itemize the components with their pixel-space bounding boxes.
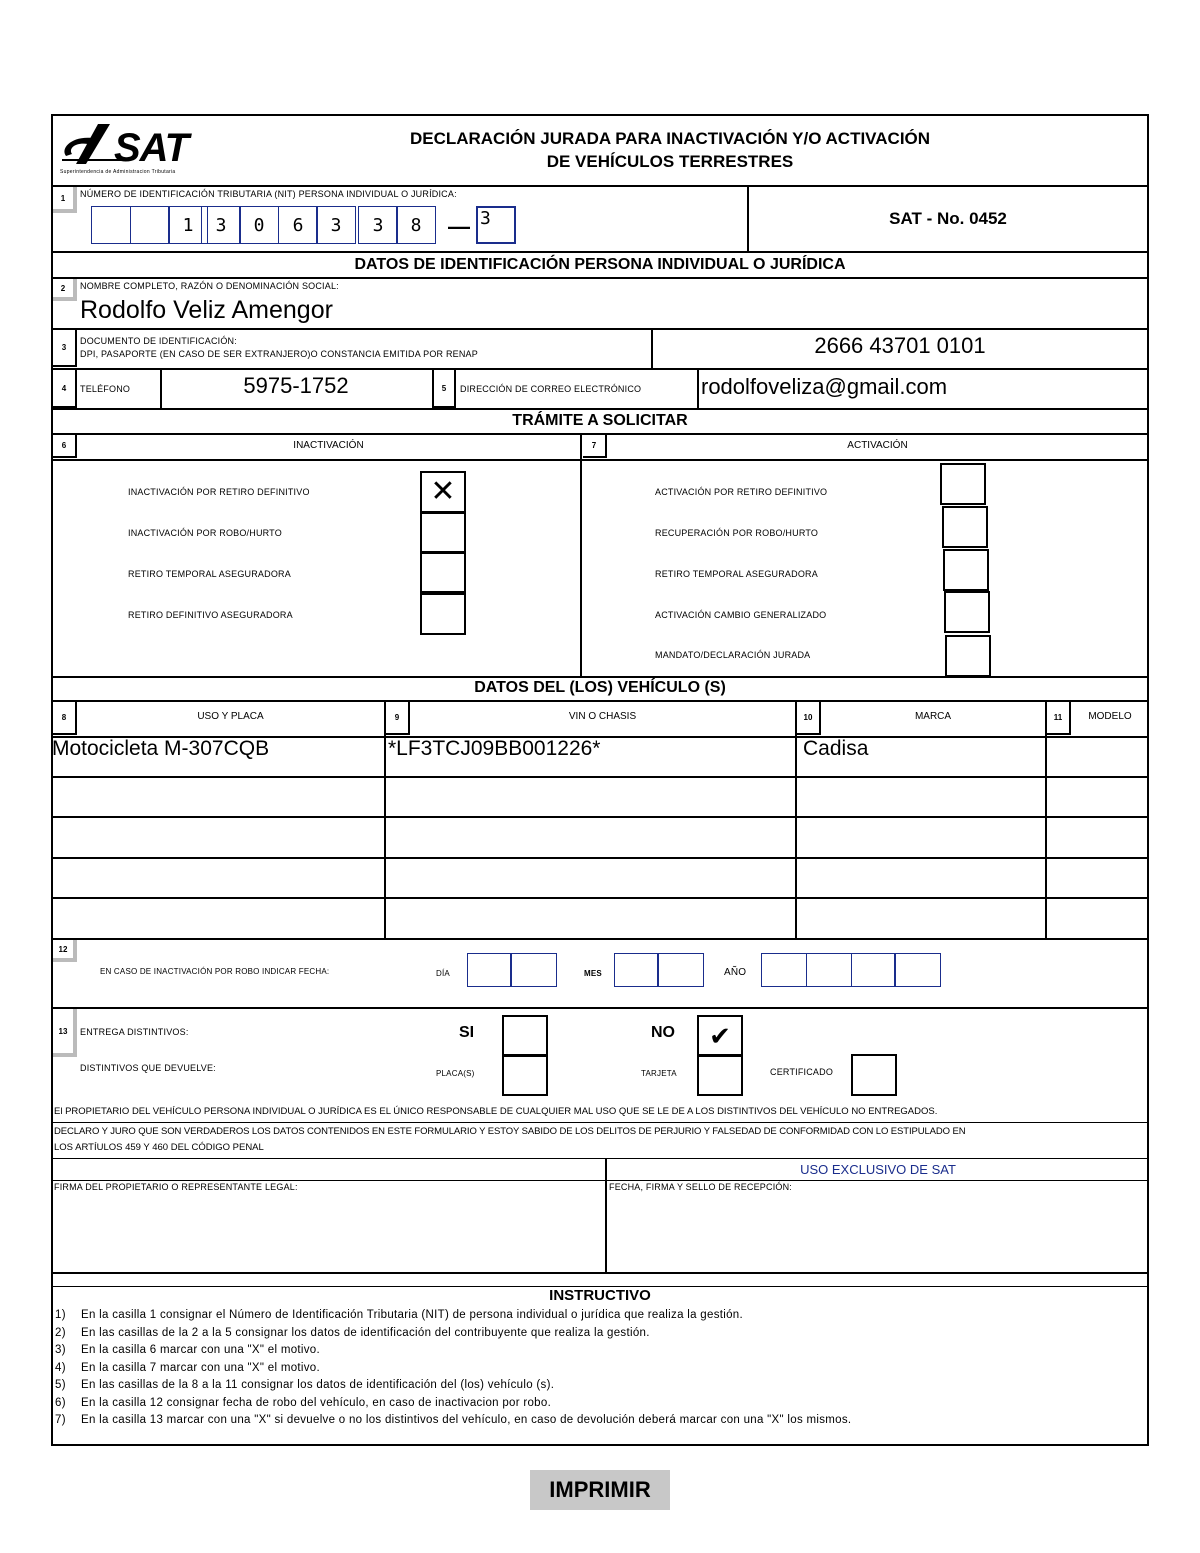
distintivos-devuelve-label: DISTINTIVOS QUE DEVUELVE: [80,1063,216,1073]
nit-digit-box[interactable]: 1 [168,206,208,244]
instructivo-item-text: En las casillas de la 2 a la 5 consignar los datos de identificación del contribuyente que realiza la gestión. [81,1326,650,1339]
dia-box-2[interactable] [511,953,557,987]
nit-digit-box[interactable] [91,206,131,244]
instructivo-title: INSTRUCTIVO [549,1287,651,1304]
nit-digit-box[interactable]: 0 [239,206,279,244]
inactivacion-opt-2-checkbox[interactable] [420,512,466,554]
si-label: SI [459,1024,475,1041]
correo-value[interactable]: rodolfoveliza@gmail.com [701,374,948,399]
documento-label-1: DOCUMENTO DE IDENTIFICACIÓN: [80,336,237,346]
placa-label: PLACA(S) [436,1069,475,1078]
documento-value[interactable]: 2666 43701 0101 [814,333,986,358]
placa-checkbox[interactable] [502,1054,548,1096]
nit-check-digit[interactable]: 3 [476,206,516,244]
anio-label: AÑO [724,967,747,978]
no-label: NO [651,1024,675,1041]
activacion-opt-2-checkbox[interactable] [942,506,988,548]
logo-subtext: Superintendencia de Administracion Tributaria [60,169,176,175]
inactivacion-opt-1-label: INACTIVACIÓN POR RETIRO DEFINITIVO [128,487,310,497]
nombre-label: NOMBRE COMPLETO, RAZÓN O DENOMINACIÓN SOCIAL: [80,281,339,291]
form-number: SAT - No. 0452 [889,209,1007,228]
box-number-9: 9 [386,702,410,735]
instructivo-item-number: 5) [55,1379,66,1391]
firma-propietario-label: FIRMA DEL PROPIETARIO O REPRESENTANTE LEGAL: [54,1182,298,1192]
activacion-opt-1-label: ACTIVACIÓN POR RETIRO DEFINITIVO [655,487,828,497]
instructivo-item [55,1414,851,1426]
entrega-distintivos-label: ENTREGA DISTINTIVOS: [80,1027,189,1037]
modelo-header: MODELO [1088,711,1132,722]
box-number-1: 1 [53,187,77,213]
box-number-8: 8 [53,702,77,735]
inactivacion-opt-4-checkbox[interactable] [420,593,466,635]
marca-header: MARCA [914,711,952,722]
form-title-line1: DECLARACIÓN JURADA PARA INACTIVACIÓN Y/O ACTIVACIÓN [409,129,931,148]
tarjeta-label: TARJETA [641,1069,677,1078]
inactivacion-opt-3-label: RETIRO TEMPORAL ASEGURADORA [128,569,291,579]
box-number-6: 6 [53,435,77,458]
certificado-checkbox[interactable] [851,1054,897,1096]
box-number-11: 11 [1047,702,1071,735]
uso-placa-header: USO Y PLACA [197,711,264,722]
instructivo-item-number: 4) [55,1361,66,1374]
activacion-opt-4-checkbox[interactable] [944,591,990,633]
box-number-3: 3 [53,330,77,367]
inactivacion-opt-2-label: INACTIVACIÓN POR ROBO/HURTO [128,528,282,538]
instructivo-item [55,1379,554,1391]
tarjeta-checkbox[interactable] [697,1054,743,1096]
inactivacion-opt-4-label: RETIRO DEFINITIVO ASEGURADORA [128,610,293,620]
box-number-5: 5 [434,370,456,408]
nit-digit-box[interactable]: 3 [358,206,398,244]
legal-responsabilidad: El PROPIETARIO DEL VEHÍCULO PERSONA INDIVIDUAL O JURÍDICA ES EL ÚNICO RESPONSABLE DE CUALQUIER MAL USO QUE SE LE DE A LOS DISTINTIVOS DEL VEHÍCULO NO ENTREGADOS. [54,1106,938,1117]
nit-digit-box[interactable]: 3 [201,206,241,244]
anio-box-1[interactable] [761,953,807,987]
activacion-opt-5-checkbox[interactable] [945,635,991,677]
dia-box-1[interactable] [467,953,511,987]
mes-label: MES [584,969,602,978]
entrega-si-checkbox[interactable] [502,1015,548,1057]
legal-declaracion-1: DECLARO Y JURO QUE SON VERDADEROS LOS DATOS CONTENIDOS EN ESTE FORMULARIO Y ESTOY SABIDO DE LOS DELITOS DE PERJURIO Y FALSEDAD DE CONFORMIDAD CON LO ESTIPULADO EN [54,1126,966,1137]
legal-declaracion-2: LOS ARTÍULOS 459 Y 460 DEL CÓDIGO PENAL [54,1142,264,1153]
instructivo-item-text: En la casilla 6 marcar con una "X" el motivo. [81,1344,320,1356]
inactivacion-opt-3-checkbox[interactable] [420,551,466,593]
instructivo-item-text: En la casilla 12 consignar fecha de robo del vehículo, en caso de inactivacion por robo. [81,1396,552,1409]
nit-digit-box[interactable]: 3 [316,206,356,244]
nit-dash: — [448,214,470,239]
mes-box-2[interactable] [658,953,704,987]
robo-fecha-label: EN CASO DE INACTIVACIÓN POR ROBO INDICAR FECHA: [100,967,330,976]
instructivo-item-text: En las casillas de la 8 a la 11 consignar los datos de identificación del (los) vehículo (s). [81,1379,555,1391]
fecha-firma-sello-label: FECHA, FIRMA Y SELLO DE RECEPCIÓN: [609,1182,793,1192]
mes-box-1[interactable] [614,953,658,987]
marca-cell[interactable]: Cadisa [803,737,869,760]
instructivo-item-text: En la casilla 7 marcar con una "X" el motivo. [81,1361,320,1374]
instructivo-item-number: 2) [55,1326,66,1339]
box-number-12: 12 [53,940,77,962]
nit-label: NÚMERO DE IDENTIFICACIÓN TRIBUTARIA (NIT) PERSONA INDIVIDUAL O JURÍDICA: [80,189,457,199]
box-number-2: 2 [53,279,77,301]
nit-digit-box[interactable]: 6 [278,206,318,244]
activacion-opt-3-checkbox[interactable] [943,549,989,591]
dia-label: DÍA [436,969,450,978]
box-number-13: 13 [53,1009,77,1057]
nombre-value[interactable]: Rodolfo Veliz Amengor [80,296,333,324]
documento-label-2: DPI, PASAPORTE (EN CASO DE SER EXTRANJERO)O CONSTANCIA EMITIDA POR RENAP [80,349,478,359]
instructivo-item [55,1362,320,1374]
nit-digit-box[interactable] [130,206,170,244]
instructivo-item-number: 7) [55,1414,66,1426]
instructivo-item-text: En la casilla 1 consignar el Número de Identificación Tributaria (NIT) de persona individual o jurídica que realiza la gestión. [81,1309,743,1321]
activacion-opt-3-label: RETIRO TEMPORAL ASEGURADORA [655,569,818,579]
instructivo-item-text: En la casilla 13 marcar con una "X" si devuelve o no los distintivos del vehículo, en caso de devolución deberá marcar con una "X" los mismos. [81,1414,852,1426]
instructivo-item [55,1344,320,1356]
activacion-opt-5-label: MANDATO/DECLARACIÓN JURADA [655,650,811,660]
uso-exclusivo-sat: USO EXCLUSIVO DE SAT [800,1162,956,1177]
activacion-title: ACTIVACIÓN [847,440,908,451]
activacion-opt-4-label: ACTIVACIÓN CAMBIO GENERALIZADO [655,610,827,620]
correo-label: DIRECCIÓN DE CORREO ELECTRÓNICO [460,384,642,394]
vin-chasis-cell[interactable]: *LF3TCJ09BB001226* [388,737,601,760]
firma-area[interactable] [53,1195,603,1271]
certificado-label: CERTIFICADO [770,1067,834,1077]
section-vehiculos: DATOS DEL (LOS) VEHÍCULO (S) [474,679,726,696]
entrega-no-checkbox[interactable]: ✔ [697,1015,743,1057]
vin-chasis-header: VIN O CHASIS [568,711,637,722]
instructivo-item [55,1397,551,1409]
instructivo-item [55,1309,743,1321]
box-number-10: 10 [797,702,821,735]
imprimir-button[interactable]: IMPRIMIR [530,1470,670,1510]
section-tramite: TRÁMITE A SOLICITAR [512,412,688,429]
anio-box-3[interactable] [851,953,895,987]
logo-text: SAT [114,126,189,170]
uso-placa-cell[interactable]: Motocicleta M-307CQB [52,737,270,760]
box-number-4: 4 [53,370,77,408]
nit-digit-box[interactable]: 8 [396,206,436,244]
instructivo-item-number: 3) [55,1344,66,1356]
sat-logo [58,120,238,178]
box-number-7: 7 [583,435,607,458]
inactivacion-title: INACTIVACIÓN [293,440,364,451]
telefono-value[interactable]: 5975-1752 [243,373,349,398]
instructivo-item [55,1327,650,1339]
activacion-opt-2-label: RECUPERACIÓN POR ROBO/HURTO [655,528,819,538]
telefono-label: TELÉFONO [80,384,131,394]
activacion-opt-1-checkbox[interactable] [940,463,986,505]
anio-box-2[interactable] [806,953,852,987]
inactivacion-opt-1-checkbox[interactable]: ✕ [420,471,466,513]
instructivo-item-number: 6) [55,1396,66,1409]
anio-box-4[interactable] [895,953,941,987]
form-title-line2: DE VEHÍCULOS TERRESTRES [546,152,794,171]
instructivo-item-number: 1) [55,1309,66,1321]
recepcion-area [608,1195,1147,1271]
section-identificacion: DATOS DE IDENTIFICACIÓN PERSONA INDIVIDUAL O JURÍDICA [354,256,846,273]
